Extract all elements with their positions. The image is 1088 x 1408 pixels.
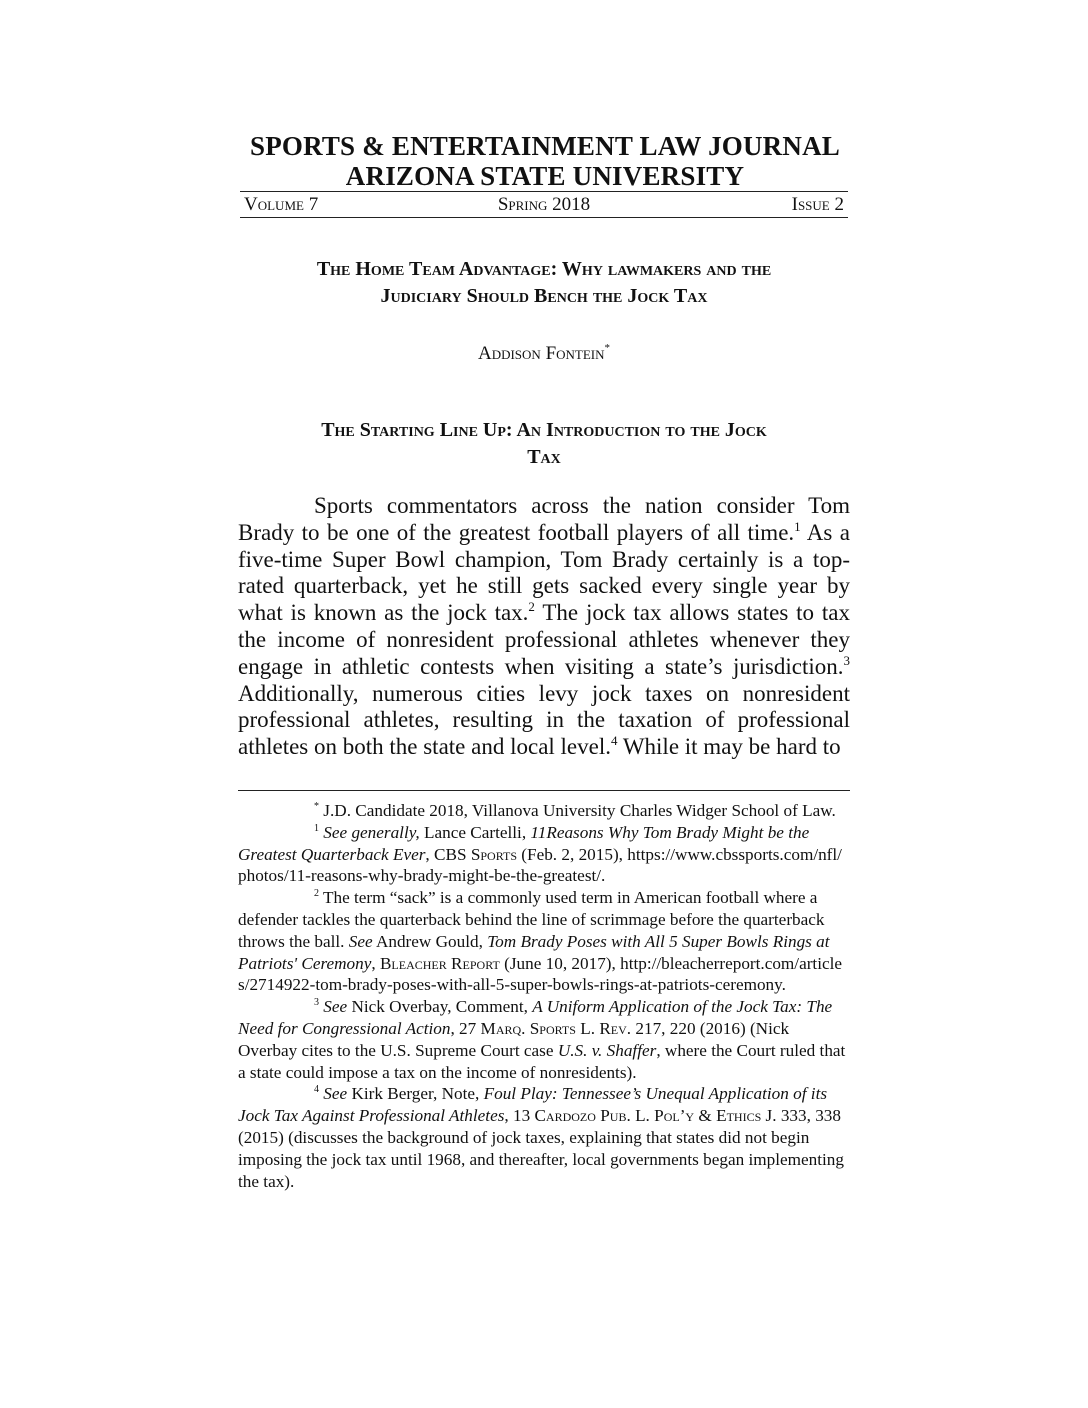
article-title (238, 256, 850, 310)
footnote-text: . 217, 220 (2016) (Nick Overbay cites to the U.S. Supreme Court case (238, 1018, 790, 1060)
footnote-text: L. (630, 1106, 655, 1126)
section-heading-line-2: Tax (527, 446, 561, 468)
footnote-1 (238, 822, 850, 887)
body-sentence: The jock tax allows states to tax the income of nonresident professional athletes whenever they engage in athletic contests when visiting a state’s jurisdiction. (238, 600, 850, 679)
publication-name: Sports (470, 844, 517, 864)
footnote-text: , CBS (425, 844, 471, 864)
publication-name: Cardozo Pub. (534, 1106, 631, 1126)
publication-name: Rev (599, 1018, 627, 1038)
footnote-mark: 2 (314, 888, 319, 900)
article-title-line-2: Judiciary Should Bench the Jock Tax (380, 285, 708, 307)
citation-url: https://www.cbssports.com/nfl/photos/11-reasons-why-brady-might-be-the-greatest/. (238, 844, 842, 886)
cited-title: 11Reasons Why Tom Brady Might be the Greatest Quarterback Ever (238, 822, 810, 864)
citation-url: http://bleacherreport.com/articles/2714922-tom-brady-poses-with-all-5-super-bowls-rings-at-patriots-ceremony. (238, 953, 843, 995)
masthead-top-rule (240, 191, 848, 192)
journal-university: ARIZONA STATE UNIVERSITY (345, 161, 745, 191)
body-sentence: Additionally, numerous cities levy jock taxes on nonresident professional athletes, resulting in the taxation of professional athletes on both the state and local level. (238, 680, 850, 760)
body-sentence: As a five-time Super Bowl champion, Tom Brady certainly is a top-rated quarterback, yet he still gets sacked every single year by what is known as the jock tax. (238, 519, 850, 626)
publication-name: Pol’y (654, 1106, 695, 1126)
footnote-author (238, 800, 850, 822)
volume-label: Volume 7 (244, 194, 319, 215)
publication-name: Marq. (480, 1018, 526, 1038)
masthead-bottom-rule (240, 217, 848, 218)
footnote-text: , 13 (504, 1106, 535, 1126)
footnote-3 (238, 996, 850, 1083)
citation-signal: See (348, 931, 373, 951)
issue-info-row (240, 194, 848, 216)
footnote-text: Nick Overbay, Comment, (347, 997, 533, 1017)
case-name: U.S. v. Shaffer (557, 1040, 657, 1060)
publication-name: Sports (529, 1018, 576, 1038)
citation-signal: See (319, 1084, 348, 1104)
footnote-text: (June 10, 2017), (499, 953, 621, 973)
footnote-text: , where the Court ruled that a state could impose a tax on the income of nonresidents). (238, 1040, 846, 1082)
journal-masthead (240, 131, 850, 191)
author-name: Addison Fontein (477, 343, 605, 364)
season-label: Spring 2018 (497, 194, 591, 215)
footnote-text: J.D. Candidate 2018, Villanova University Charles Widger School of Law. (319, 801, 836, 820)
footnote-ref: 3 (843, 652, 850, 668)
cited-title: Tom Brady Poses with All 5 Super Bowls Rings at Patriots' Ceremony (238, 931, 830, 973)
footnote-ref: 4 (611, 733, 618, 749)
footnote-text: Lance Cartelli, (419, 822, 531, 842)
cited-title: A Uniform Application of the Jock Tax: The Need for Congressional Action (238, 997, 833, 1038)
body-sentence: While it may be hard to (617, 734, 841, 760)
publication-name: Bleacher Report (379, 953, 500, 973)
footnote-text: , 27 (450, 1018, 481, 1038)
footnote-ref: 2 (528, 599, 535, 615)
footnote-mark: 4 (314, 1084, 319, 1096)
section-heading (240, 417, 848, 471)
issue-label: Issue 2 (791, 194, 844, 215)
cited-title: Foul Play: Tennessee’s Unequal Application of its Jock Tax Against Professional Athletes (238, 1084, 828, 1126)
footnote-2 (238, 887, 850, 996)
footnote-text: L. (575, 1018, 600, 1038)
footnote-text: , (371, 953, 380, 973)
body-paragraph (238, 493, 850, 761)
body-sentence: Sports commentators across the nation consider Tom Brady to be one of the greatest football players of all time. (238, 493, 850, 545)
footnote-text: J. 333, 338 (2015) (discusses the background of jock taxes, explaining that states did not begin imposing the jock tax until 1968, and thereafter, local governments began implementing the tax). (238, 1106, 844, 1191)
publication-name: Ethics (716, 1106, 762, 1126)
footnote-text: & (694, 1106, 717, 1126)
footnote-ref: 1 (794, 518, 801, 534)
section-heading-line-1: The Starting Line Up: An Introduction to the Jock (321, 419, 767, 441)
footnote-4 (238, 1083, 850, 1192)
footnote-separator (238, 790, 850, 791)
footnote-text: Andrew Gould, (372, 931, 488, 951)
footnote-text: The term “sack” is a commonly used term in American football where a defender tackles the quarterback behind the line of scrimmage before the quarterback throws the ball. (238, 888, 825, 951)
citation-signal: See (319, 997, 348, 1017)
footnote-mark: * (314, 801, 319, 812)
article-author (238, 336, 850, 366)
paragraph (238, 493, 850, 761)
footnote-mark: 1 (314, 822, 319, 834)
citation-signal: See generally, (319, 822, 420, 842)
footnote-text: Kirk Berger, Note, (347, 1084, 484, 1104)
footnote-text: (Feb. 2, 2015), (517, 844, 628, 864)
footnote-mark: 3 (314, 997, 319, 1009)
author-footnote-mark: * (604, 342, 611, 354)
article-title-line-1: The Home Team Advantage: Why lawmakers and the (316, 258, 772, 280)
footnotes (238, 800, 850, 1192)
journal-name: SPORTS & ENTERTAINMENT LAW JOURNAL (249, 131, 840, 161)
